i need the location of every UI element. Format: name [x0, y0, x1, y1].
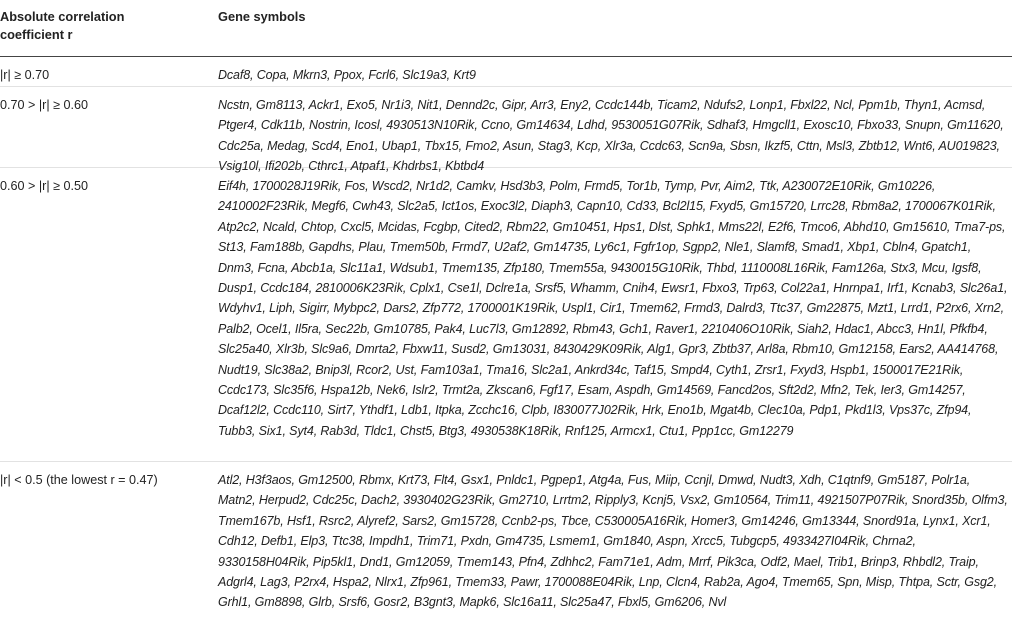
gene-symbols: Ncstn, Gm8113, Ackr1, Exo5, Nr1i3, Nit1, Dennd2c, Gipr, Arr3, Eny2, Ccdc144b, Ticam2, Ndufs2, Lonp1, Fbxl22, Ncl, Ppm1b, Thyn1, Acmsd, Ptger4, Cdk11b, Nostrin, Icosl, 4930513N10Rik, Ccno, Gm14634, Ldhd, 9530051G07Rik, Sdhaf3, Hmgcll1, Exosc10, Fbxo33, Snupn, Gm11620, Cdc25a, Medag, Scd4, Eno1, Ubap1, Tbx15, Fmo2, Asun, Stag3, Kcp, Xlr3a, Ccdc63, Scn9a, Sbsn, Ikzf5, Cttn, Msl3, Zbtb12, Wnt6, AU019823, Vsig10l, Ifi202b, Cthrc1, Atpaf1, Khdrbs1, Kbtbd4 — [218, 98, 1004, 174]
table-row — [0, 168, 1012, 462]
gene-symbols: Dcaf8, Copa, Mkrn3, Ppox, Fcrl6, Slc19a3, Krt9 — [218, 68, 476, 82]
header-gene-symbols: Gene symbols — [218, 9, 306, 24]
gene-symbols: Eif4h, 1700028J19Rik, Fos, Wscd2, Nr1d2, Camkv, Hsd3b3, Polm, Frmd5, Tor1b, Tymp, Pvr, Aim2, Ttk, A230072E10Rik, Gm10226, 2410002F23Rik, Megf6, Cwh43, Slc2a5, Ict1os, Exoc3l2, Diaph3, Capn10, Cd33, Bcl2l15, Fxyd5, Gm15720, Lrrc28, Rbm8a2, 1700067K01Rik, Atp2c2, Ncald, Chtop, Cxcl5, Mcidas, Fcgbp, Cited2, Rbm22, Gm10451, Hps1, Dlst, Sphk1, Mms22l, E2f6, Tmco6, Abhd10, Gm15610, Tma7-ps, St13, Fam188b, Gapdhs, Plau, Tmem50b, Frmd7, U2af2, Gm14735, Ly6c1, Fgfr1op, Sgpp2, Nle1, Slamf8, Smad1, Xbp1, Cbln4, Gpatch1, Dnm3, Fcna, Abcb1a, Slc11a1, Wdsub1, Tmem135, Zfp180, Tmem55a, 9430015G10Rik, Thbd, 1110008L16Rik, Fam126a, Stx3, Mcu, Igsf8, Dusp1, Ccdc184, 2810006K23Rik, Cplx1, Cse1l, Dclre1a, Srsf5, Whamm, Cnih4, Ewsr1, Fbxo3, Trp63, Col22a1, Hnrnpa1, Irf1, Kcnab3, Slc26a1, Wdyhv1, Liph, Sigirr, Mybpc2, Dars2, Zfp772, 1700001K19Rik, Uspl1, Cir1, Tmem62, Frmd3, Dalrd3, Ttc37, Gm22875, Mzt1, Lrrd1, P2rx6, Xrn2, Palb2, Ocel1, Il5ra, Sec22b, Gm10785, Pak4, Luc7l3, Gm12892, Rbm43, Gch1, Raver1, 2210406O10Rik, Siah2, Hdac1, Abcc3, Hn1l, Pfkfb4, Slc25a40, Xlr3b, Slc9a6, Dmrta2, Fbxw11, Susd2, Gm13031, 8430429K09Rik, Alg1, Gpr3, Zbtb37, Arl8a, Rbm10, Gm12158, Ears2, AA414768, Nudt19, Slc38a2, Bnip3l, Rcor2, Ust, Fam103a1, Tma16, Slc2a1, Ankrd34c, Taf15, Smpd4, Cyth1, Zrsr1, Fxyd3, Hspb1, 1500017E21Rik, Ccdc173, Slc35f6, Hspa12b, Nek6, Islr2, Trmt2a, Zkscan6, Fgf17, Esam, Aspdh, Gm14569, Fancd2os, Sft2d2, Mfn2, Tek, Ier3, Gm14257, Dcaf12l2, Ccdc110, Sirt7, Ythdf1, Ldb1, Itpka, Zcchc16, Clpb, I830077J02Rik, Hrk, Eno1b, Mgat4b, Clec10a, Pdp1, Pkd1l3, Vps37c, Zfp94, Tubb3, Six1, Syt4, Rab3d, Tldc1, Chst5, Btg3, 4930538K18Rik, Rnf125, Armcx1, Ctu1, Ppp1cc, Gm12279 — [218, 179, 1008, 438]
correlation-range: |r| ≥ 0.70 — [0, 68, 50, 82]
table-header — [0, 0, 1012, 57]
header-col1-line1: Absolute correlation — [0, 9, 125, 24]
correlation-range: |r| < 0.5 (the lowest r = 0.47) — [0, 473, 158, 487]
gene-symbols: Atl2, H3f3aos, Gm12500, Rbmx, Krt73, Flt4, Gsx1, Pnldc1, Pgpep1, Atg4a, Fus, Miip, Ccnjl, Dmwd, Nudt3, Xdh, C1qtnf9, Gm5187, Polr1a, Matn2, Herpud2, Cdc25c, Dach2, 3930402G23Rik, Gm2710, Lrrtm2, Ripply3, Kcnj5, Vsx2, Gm10564, Trim11, 4921507P07Rik, Snord35b, Olfm3, Tmem167b, Hsf1, Rsrc2, Alyref2, Sars2, Gm15728, Ccnb2-ps, Tbce, C530005A16Rik, Homer3, Gm14246, Gm13344, Snord91a, Lynx1, Xcr1, Cdh12, Defb1, Elp3, Ttc38, Impdh1, Trim71, Pxdn, Gm4735, Lsmem1, Gm1840, Aspn, Xrcc5, Tubgcp5, 4933427I04Rik, Chrna2, 9330158H04Rik, Pip5kl1, Dnd1, Gm12059, Tmem143, Pfn4, Zdhhc2, Fam71e1, Adm, Mrrf, Pik3ca, Odf2, Mael, Trib1, Brinp3, Rhbdl2, Traip, Adgrl4, Lag3, P2rx4, Hspa2, Nlrx1, Zfp961, Tmem33, Pawr, 1700088E04Rik, Lnp, Clcn4, Rab2a, Ago4, Tmem65, Spn, Misp, Thtpa, Sctr, Gsg2, Grhl1, Gm8898, Glrb, Srsf6, Gosr2, B3gnt3, Mapk6, Slc16a11, Slc25a47, Fbxl5, Gm6206, Nvl — [218, 473, 1008, 610]
header-correlation-coefficient — [0, 0, 218, 56]
correlation-range: 0.60 > |r| ≥ 0.50 — [0, 179, 89, 193]
table-row — [0, 462, 1012, 620]
header-col1-line2: coefficient r — [0, 27, 73, 42]
correlation-range: 0.70 > |r| ≥ 0.60 — [0, 98, 89, 112]
table-row — [0, 57, 1012, 87]
table-row — [0, 87, 1012, 174]
